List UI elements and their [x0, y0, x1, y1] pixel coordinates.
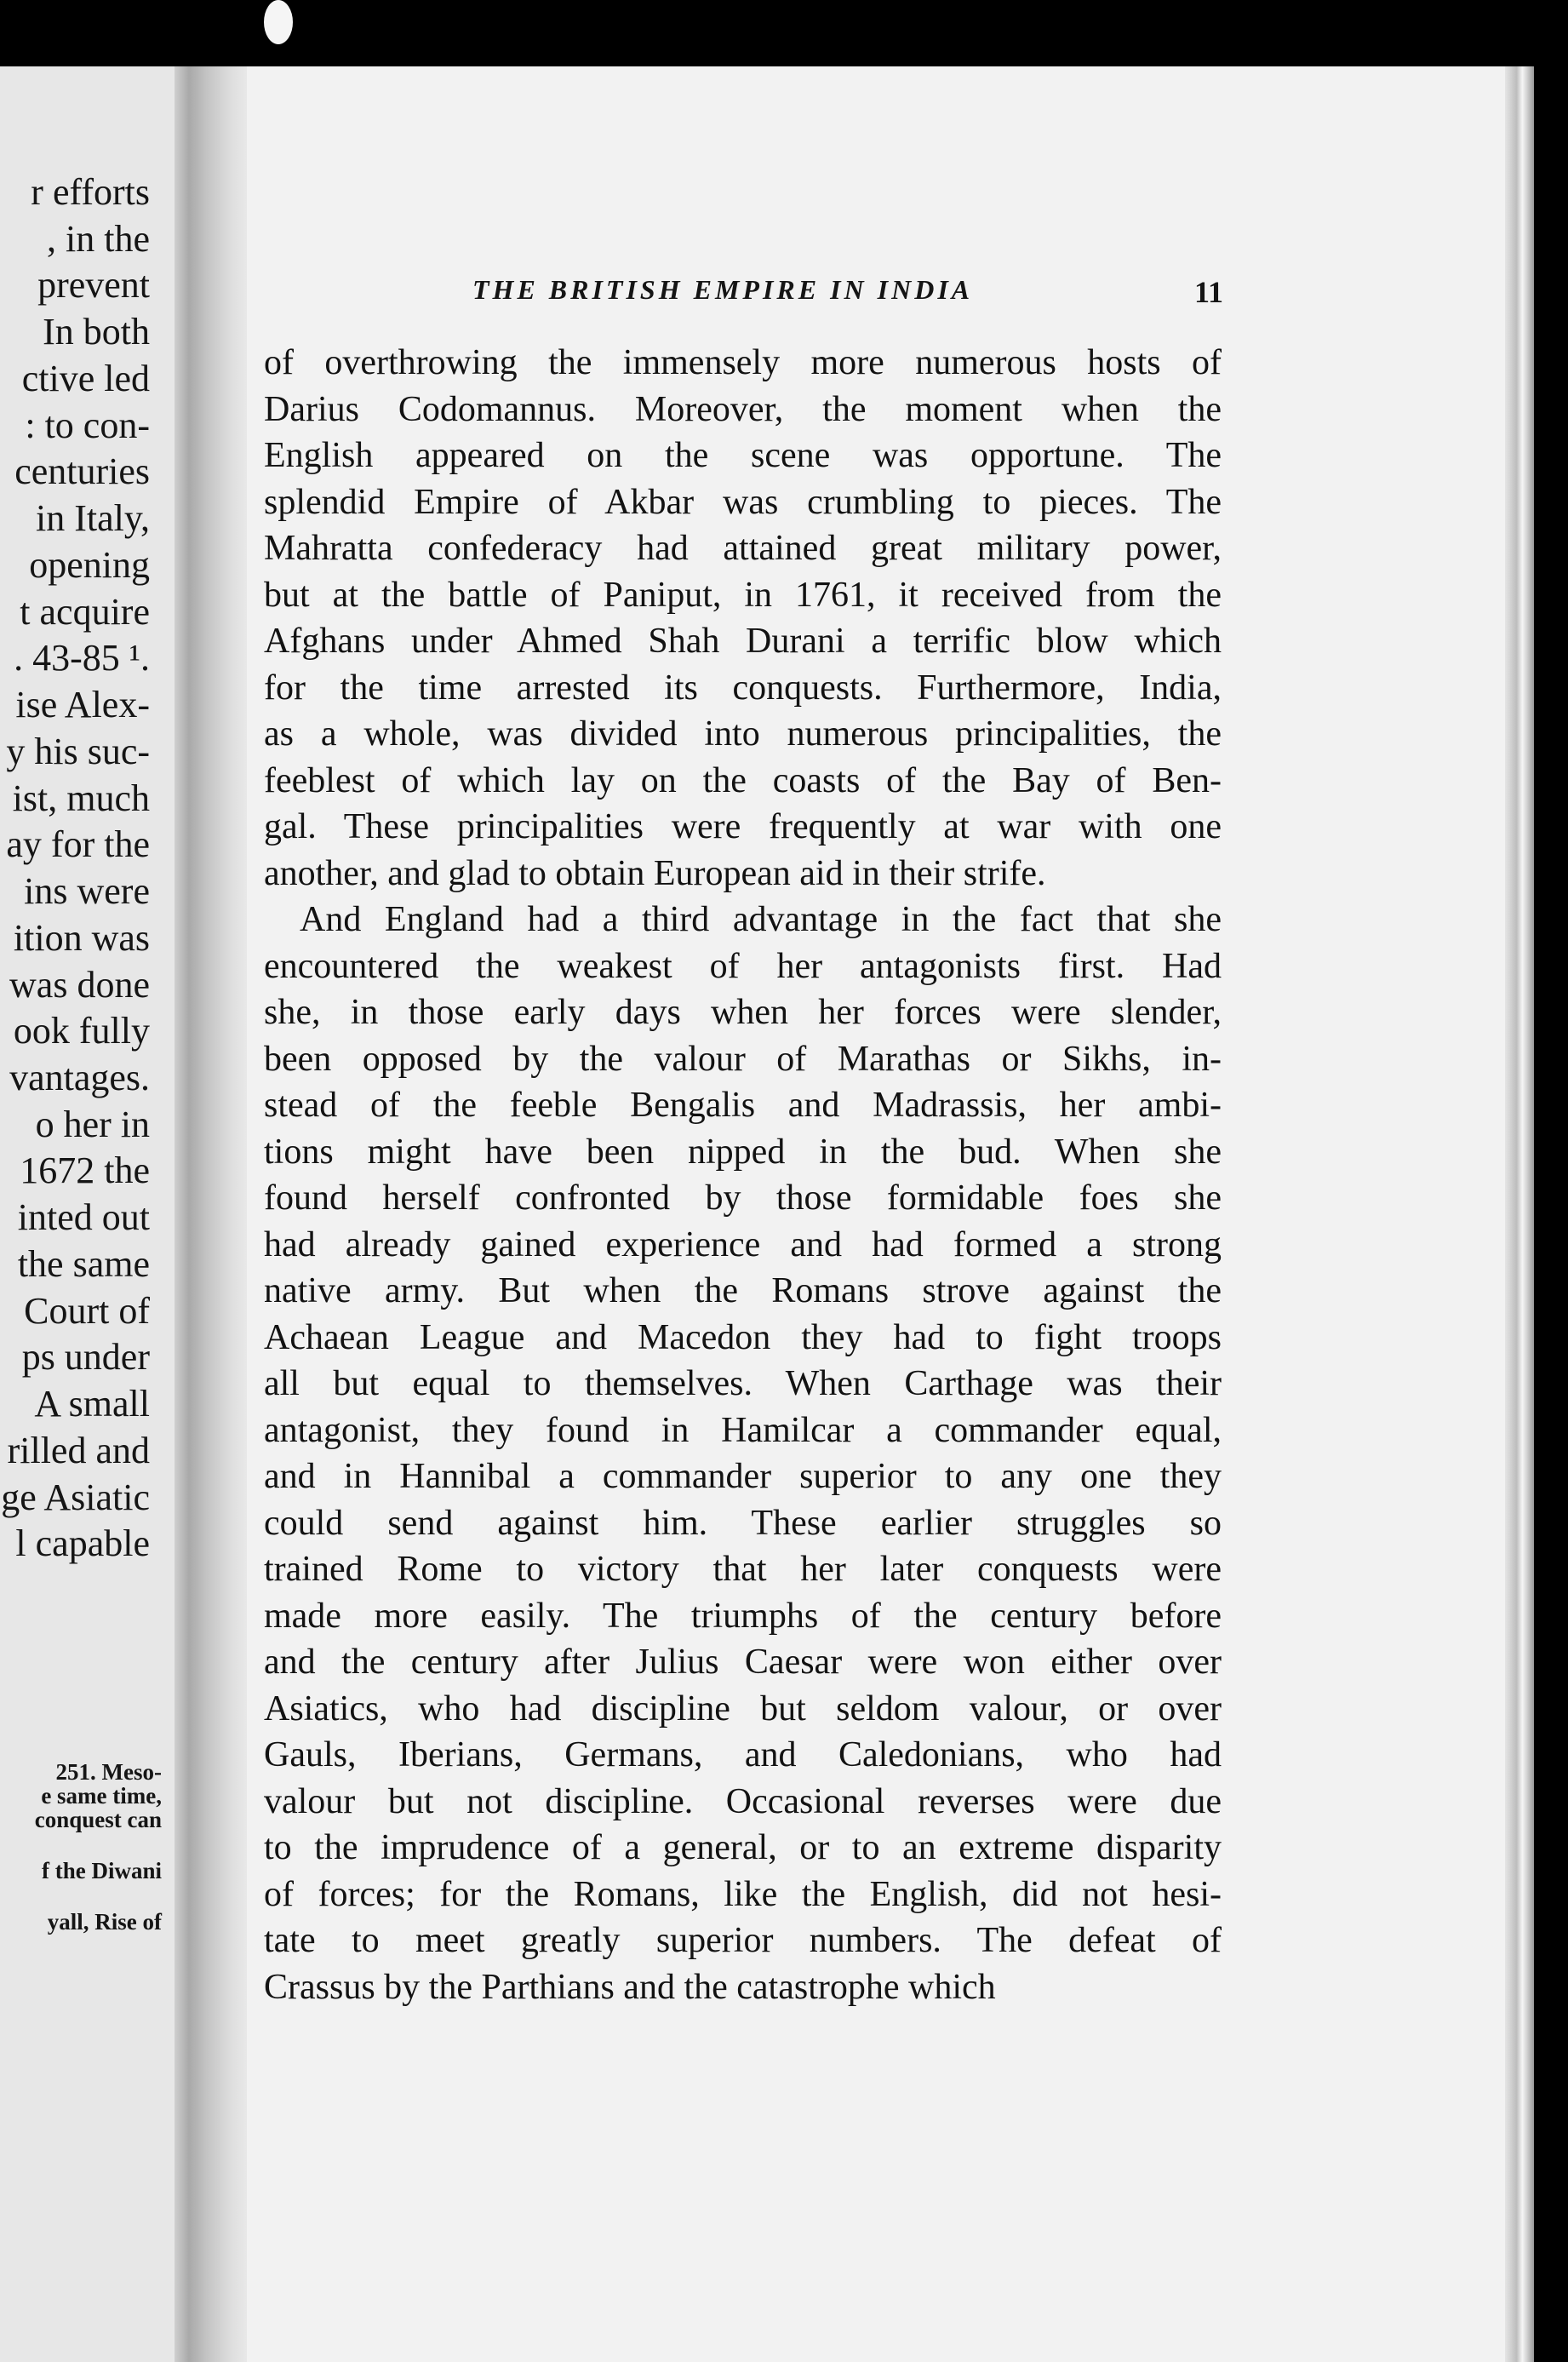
text-line: And England had a third advantage in the fact that she [300, 900, 1222, 939]
left-page-line: opening [29, 543, 150, 586]
text-line: made more easily. The triumphs of the century before [264, 1596, 1222, 1636]
left-page-line: ins were [24, 870, 150, 913]
left-page-line: ay for the [6, 823, 150, 866]
left-page-line: ps under [21, 1336, 150, 1379]
scan-speck [264, 0, 293, 44]
text-line: valour but not discipline. Occasional reverses were due [264, 1781, 1222, 1821]
text-line: Afghans under Ahmed Shah Durani a terrific blow which [264, 622, 1222, 661]
text-line: trained Rome to victory that her later conquests were [264, 1550, 1222, 1589]
left-page-line: ook fully [13, 1010, 150, 1052]
left-page-line: Court of [24, 1289, 150, 1332]
left-page-line: r efforts [31, 171, 150, 213]
left-page-line: l capable [15, 1522, 150, 1565]
text-line: encountered the weakest of her antagonists first. Had [264, 946, 1222, 986]
text-line: of overthrowing the immensely more numerous hosts of [264, 343, 1222, 382]
text-line: found herself confronted by those formidable foes she [264, 1178, 1222, 1218]
left-page-line: rilled and [7, 1429, 150, 1471]
text-line: Darius Codomannus. Moreover, the moment when the [264, 389, 1222, 429]
text-line: tate to meet greatly superior numbers. The defeat of [264, 1921, 1222, 1960]
left-page-line: 1672 the [20, 1149, 150, 1192]
text-line: as a whole, was divided into numerous principalities, the [264, 714, 1222, 754]
left-page-footnote-line: f the Diwani [42, 1858, 162, 1883]
left-page-footnote-line: e same time, [41, 1783, 162, 1809]
left-page-line: . 43-85 ¹. [14, 637, 150, 679]
running-head: THE BRITISH EMPIRE IN INDIA [472, 274, 974, 305]
text-line: been opposed by the valour of Marathas or Sikhs, in- [264, 1039, 1222, 1079]
left-page-line: was done [9, 963, 150, 1006]
text-line: and in Hannibal a commander superior to any one they [264, 1457, 1222, 1496]
left-page-line: centuries [14, 450, 150, 493]
left-page-line: t acquire [20, 590, 150, 633]
text-line: had already gained experience and had formed a strong [264, 1224, 1222, 1264]
text-line: she, in those early days when her forces were slender, [264, 993, 1222, 1032]
text-line: antagonist, they found in Hamilcar a commander equal, [264, 1410, 1222, 1450]
left-page-footnote-line: yall, Rise of [47, 1909, 162, 1935]
text-line: Asiatics, who had discipline but seldom valour, or over [264, 1688, 1222, 1729]
book-gutter [175, 66, 255, 2362]
left-page-line: ctive led [21, 357, 150, 399]
text-line: Gauls, Iberians, Germans, and Caledonians, who had [264, 1735, 1222, 1774]
text-line: gal. These principalities were frequently at war with one [264, 807, 1222, 846]
text-line: for the time arrested its conquests. Furthermore, India, [264, 668, 1222, 708]
text-line: all but equal to themselves. When Carthage was their [264, 1364, 1222, 1403]
left-page-line: the same [17, 1242, 150, 1285]
left-page-line: ise Alex- [15, 684, 150, 726]
text-line: Mahratta confederacy had attained great military power, [264, 529, 1222, 568]
text-line: stead of the feeble Bengalis and Madrassis, her ambi- [264, 1086, 1222, 1125]
left-page-line: ist, much [12, 777, 150, 819]
left-page-line: In both [43, 311, 150, 353]
left-page-line: A small [34, 1383, 150, 1425]
text-line: another, and glad to obtain European aid in their strife. [264, 853, 1046, 893]
left-page-line: prevent [37, 264, 150, 307]
text-line: tions might have been nipped in the bud. When she [264, 1132, 1222, 1172]
text-line: but at the battle of Paniput, in 1761, it received from the [264, 575, 1222, 615]
left-page-line: vantages. [9, 1056, 150, 1098]
left-page-line: o her in [35, 1103, 150, 1145]
left-page-line: , in the [47, 217, 150, 260]
left-page-line: in Italy, [36, 497, 150, 540]
left-page-footnote-line: conquest can [34, 1807, 162, 1832]
text-line: English appeared on the scene was opportune. The [264, 436, 1222, 475]
previous-page-fragment [0, 66, 189, 2362]
page-number: 11 [1194, 275, 1224, 309]
left-page-line: ge Asiatic [1, 1476, 150, 1518]
left-page-line: ition was [13, 916, 150, 959]
text-line: to the imprudence of a general, or to an extreme disparity [264, 1828, 1222, 1867]
left-page-line: : to con- [25, 404, 150, 446]
text-line: of forces; for the Romans, like the English, did not hesi- [264, 1874, 1222, 1914]
left-page-line: y his suc- [6, 730, 150, 772]
text-line: splendid Empire of Akbar was crumbling to pieces. The [264, 482, 1222, 522]
text-line: could send against him. These earlier struggles so [264, 1503, 1222, 1543]
left-page-footnote-line: 251. Meso- [55, 1759, 162, 1785]
text-line: Achaean League and Macedon they had to fight troops [264, 1317, 1222, 1357]
page-edge [1505, 66, 1534, 2362]
text-line: native army. But when the Romans strove against the [264, 1271, 1222, 1310]
left-page-line: inted out [17, 1196, 150, 1239]
text-line: and the century after Julius Caesar were won either over [264, 1643, 1222, 1682]
text-line: feeblest of which lay on the coasts of the Bay of Ben- [264, 760, 1222, 800]
text-line: Crassus by the Parthians and the catastrophe which [264, 1967, 996, 2007]
